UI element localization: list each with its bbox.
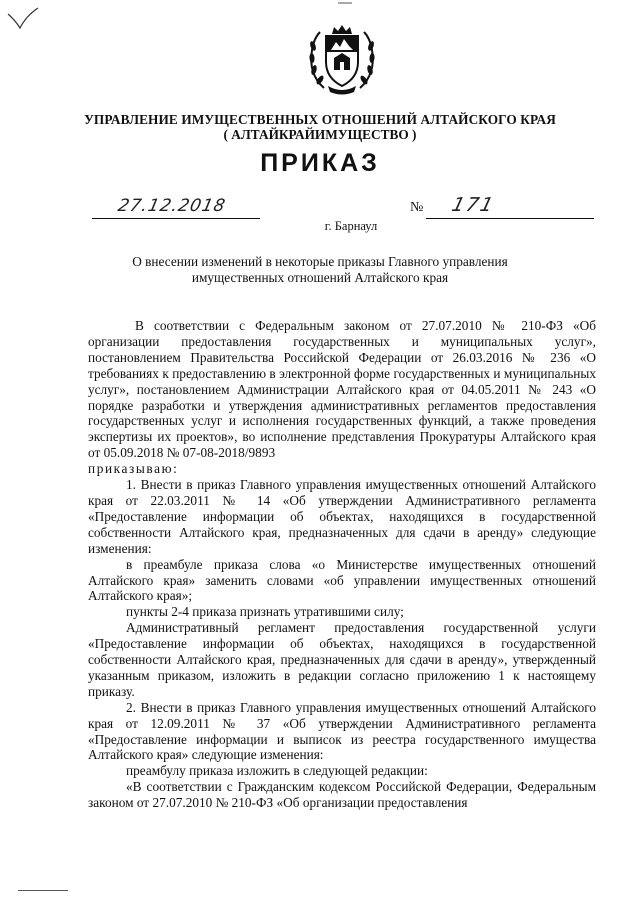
order-subject-line: О внесении изменений в некоторые приказы Главного управления [132,254,508,269]
order-subject [80,254,560,286]
document-type-title: ПРИКАЗ [260,149,380,177]
organization-name: УПРАВЛЕНИЕ ИМУЩЕСТВЕННЫХ ОТНОШЕНИЙ АЛТАЙСКОГО КРАЯ [84,112,556,127]
scan-artifact-dash [338,1,352,5]
body-paragraph: Административный регламент предоставления государственной услуги «Предоставление информации об объектах, находящихся в государственной собственности Алтайского края, предназначенных для сдачи в аренду», утвержденный указанным приказом, изложить в редакции согласно приложению 1 к настоящему приказу. [88,620,596,699]
order-number-sign: № [410,200,424,215]
body-paragraph: преамбулу приказа изложить в следующей редакции: [126,763,428,779]
order-number-handwritten: 171 [449,194,498,216]
coat-of-arms-icon [304,22,380,98]
preamble-paragraph: В соответствии с Федеральным законом от 27.07.2010 № 210-ФЗ «Об организации предоставления государственных и муниципальных услуг», постановлением Правительства Российской Федерации от 26.03.2016 № 236 «О требованиях к предоставлению в электронной форме государственных и муниципальных услуг», постановлением Администрации Алтайского края от 04.05.2011 № 243 «О порядке разработки и утверждения административных регламентов предоставления государственных услуг и исполнения государственных функций, а также проведения экспертизы их проектов», во исполнение представления Прокуратуры Алтайского края от 05.09.2018 № 07-08-2018/9893 [88,318,596,461]
order-subject-line: имущественных отношений Алтайского края [191,270,449,285]
order-date-handwritten: 27.12.2018 [116,196,228,216]
body-paragraph: 1. Внести в приказ Главного управления имущественных отношений Алтайского края от 22.03.2011 № 14 «Об утверждении Административного регламента «Предоставление информации об объектах, находящихся в государственной собственности Алтайского края, предназначенных для сдачи в аренду» следующие изменения: [88,477,596,556]
body-paragraph: «В соответствии с Гражданским кодексом Российской Федерации, Федеральным законом от 27.07.2010 № 210-ФЗ «Об организации предоставления [88,779,596,811]
organization-short-name: ( АЛТАЙКРАЙИМУЩЕСТВО ) [223,127,417,142]
body-paragraph: пункты 2-4 приказа признать утратившими силу; [126,604,404,620]
city: г. Барнаул [324,219,378,233]
body-paragraph: 2. Внести в приказ Главного управления имущественных отношений Алтайского края от 12.09.2011 № 37 «Об утверждении Административного регламента «Предоставление информации и выписок из реестра государственного имущества Алтайского края» следующие изменения: [88,699,596,763]
order-word: приказываю: [88,461,179,477]
footer-divider [18,890,68,891]
scan-artifact-check-mark [6,4,40,38]
order-body [88,318,596,811]
body-paragraph: в преамбуле приказа слова «о Министерстве имущественных отношений Алтайского края» заменить словами «об управлении имущественных отношений Алтайского края»; [88,556,596,604]
